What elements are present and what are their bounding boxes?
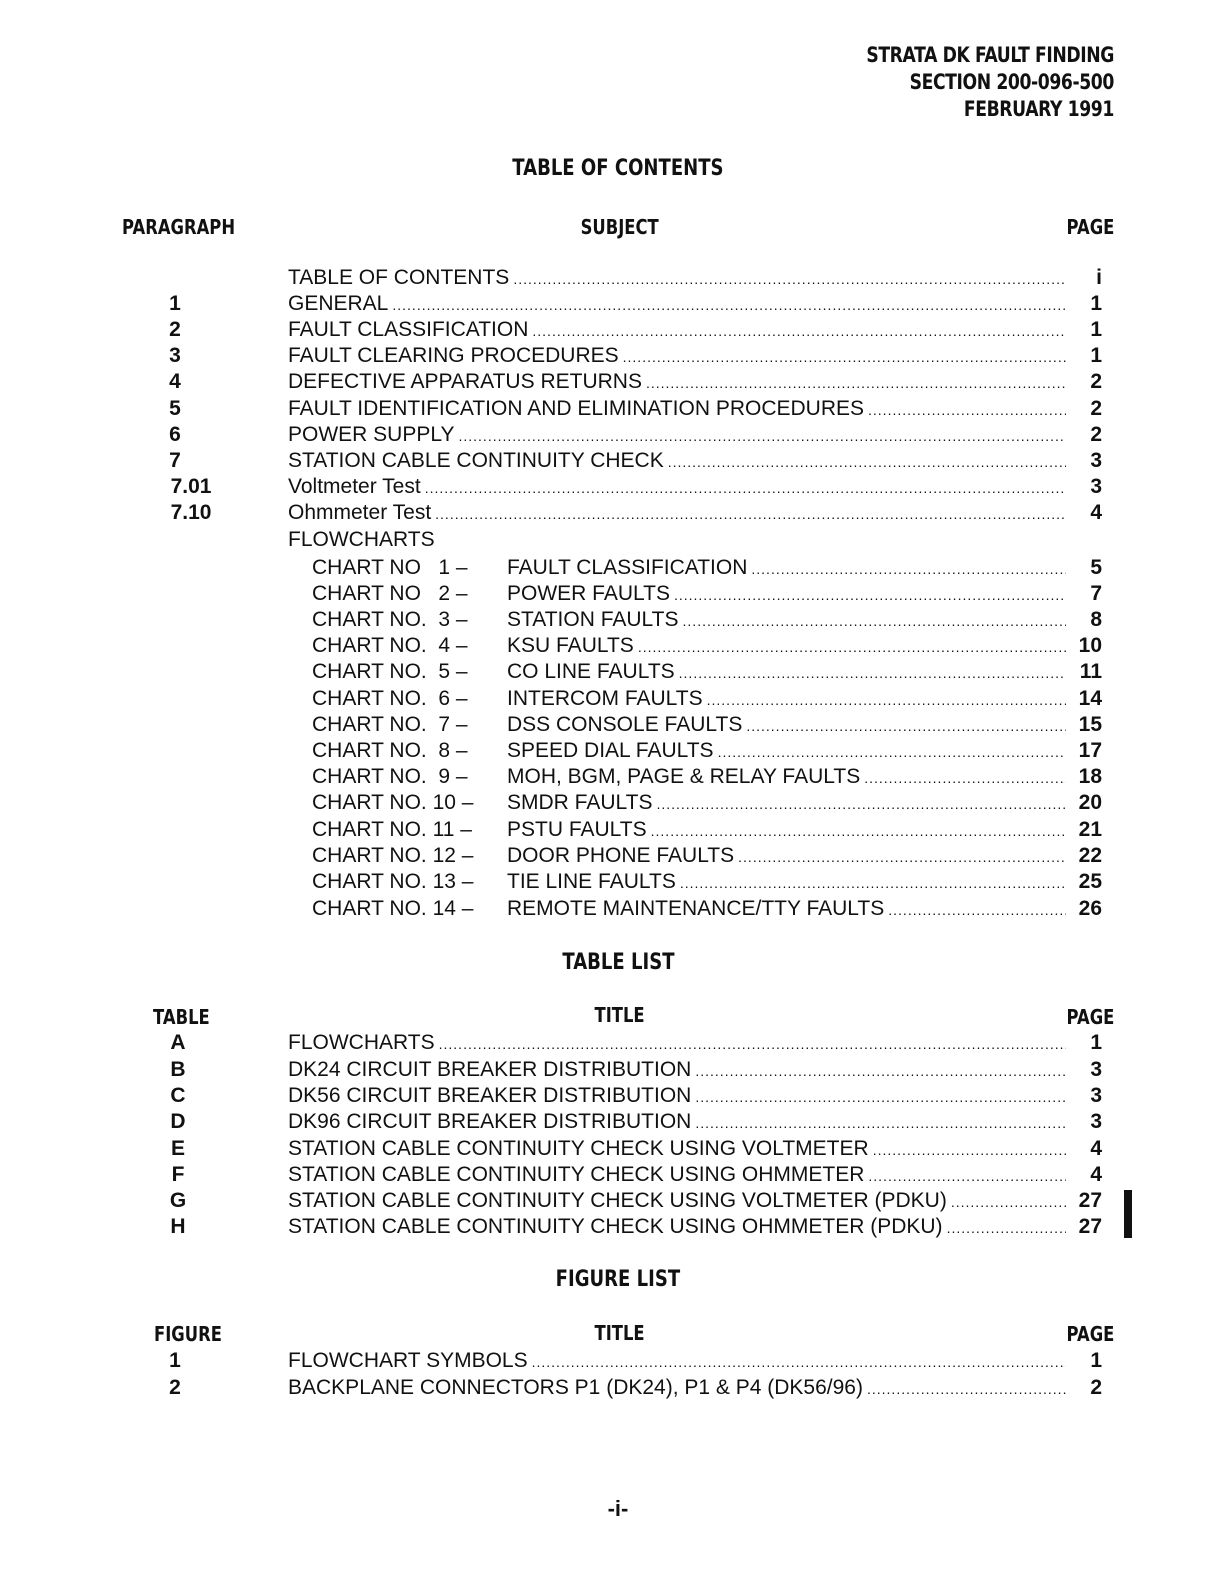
- chart-label: CHART NO 1 –: [312, 556, 468, 579]
- figure-list-text: FLOWCHART SYMBOLS: [288, 1349, 528, 1372]
- chart-text: INTERCOM FAULTS: [507, 687, 703, 710]
- table-list-text: DK24 CIRCUIT BREAKER DISTRIBUTION: [288, 1058, 692, 1081]
- chart-text: SMDR FAULTS: [507, 791, 653, 814]
- figure-list-num: 1: [169, 1349, 181, 1372]
- chart-entry: [507, 581, 1070, 608]
- leader-dots: [947, 1215, 1066, 1241]
- chart-entry: [507, 790, 1070, 817]
- toc-row-page: 2: [1090, 423, 1102, 446]
- toc-row-num: 4: [169, 370, 181, 393]
- table-list-entry: [288, 1162, 1070, 1189]
- chart-entry: [507, 712, 1070, 739]
- table-list-text: STATION CABLE CONTINUITY CHECK USING VOLTMETER: [288, 1137, 869, 1160]
- leader-dots: [638, 634, 1066, 660]
- figure-list-col-title: TITLE: [594, 1321, 646, 1345]
- chart-text: KSU FAULTS: [507, 634, 634, 657]
- chart-row: [0, 581, 1224, 607]
- toc-row: [0, 474, 1224, 500]
- chart-page: 22: [1078, 844, 1102, 867]
- table-list-num: A: [170, 1031, 186, 1054]
- toc-col-subject: SUBJECT: [580, 215, 660, 239]
- toc-row-num: 7: [169, 449, 181, 472]
- chart-text: SPEED DIAL FAULTS: [507, 739, 714, 762]
- toc-row: [0, 369, 1224, 395]
- toc-row-text: FAULT CLEARING PROCEDURES: [288, 344, 619, 367]
- leader-dots: [623, 344, 1066, 370]
- chart-entry: [507, 659, 1070, 686]
- toc-row-num: 5: [169, 397, 181, 420]
- toc-row: [0, 422, 1224, 448]
- chart-row: [0, 896, 1224, 922]
- chart-row: [0, 738, 1224, 764]
- chart-page: 17: [1078, 739, 1102, 762]
- leader-dots: [695, 1110, 1066, 1136]
- figure-list-entry: [288, 1375, 1070, 1402]
- table-list-title: TABLE LIST: [561, 950, 675, 975]
- toc-row-entry: [288, 291, 1070, 318]
- table-list-num: E: [170, 1137, 185, 1160]
- chart-page: 5: [1090, 556, 1102, 579]
- toc-title: TABLE OF CONTENTS: [512, 156, 724, 181]
- leader-dots: [738, 844, 1066, 870]
- chart-row: [0, 686, 1224, 712]
- table-list-row: [0, 1188, 1224, 1214]
- toc-row-num: 2: [169, 318, 181, 341]
- toc-row-text: POWER SUPPLY: [288, 423, 455, 446]
- leader-dots: [951, 1189, 1066, 1215]
- table-list-text: DK56 CIRCUIT BREAKER DISTRIBUTION: [288, 1084, 692, 1107]
- leader-dots: [867, 1376, 1066, 1402]
- chart-row: [0, 869, 1224, 895]
- toc-row-num: 7.01: [170, 475, 212, 498]
- chart-label: CHART NO. 13 –: [312, 870, 474, 893]
- leader-dots: [425, 475, 1066, 501]
- toc-row-page: 4: [1090, 501, 1102, 524]
- chart-entry: [507, 869, 1070, 896]
- chart-row: [0, 817, 1224, 843]
- chart-text: DOOR PHONE FAULTS: [507, 844, 735, 867]
- chart-label: CHART NO. 6 –: [312, 687, 468, 710]
- leader-dots: [532, 318, 1066, 344]
- toc-row-entry: [288, 396, 1070, 423]
- chart-entry: [507, 555, 1070, 582]
- table-list-row: [0, 1109, 1224, 1135]
- chart-label: CHART NO. 14 –: [312, 897, 474, 920]
- chart-label: CHART NO. 4 –: [312, 634, 468, 657]
- chart-page: 15: [1078, 713, 1102, 736]
- table-list-text: STATION CABLE CONTINUITY CHECK USING OHMMETER: [288, 1163, 865, 1186]
- toc-row-text: FAULT IDENTIFICATION AND ELIMINATION PROCEDURES: [288, 397, 865, 420]
- toc-row-page: 1: [1090, 318, 1102, 341]
- toc-row-text: DEFECTIVE APPARATUS RETURNS: [288, 370, 642, 393]
- toc-row-entry: [288, 474, 1070, 501]
- chart-label: CHART NO. 11 –: [312, 818, 472, 841]
- toc-row-num: 7.10: [170, 501, 212, 524]
- figure-list-col-figure: FIGURE: [154, 1322, 222, 1346]
- chart-text: MOH, BGM, PAGE & RELAY FAULTS: [507, 765, 861, 788]
- table-list-col-title: TITLE: [594, 1003, 646, 1027]
- table-list-row: [0, 1214, 1224, 1240]
- figure-list-page: 1: [1090, 1349, 1102, 1372]
- table-list-page: 4: [1090, 1137, 1102, 1160]
- table-list-entry: [288, 1109, 1070, 1136]
- leader-dots: [435, 501, 1066, 527]
- toc-row-entry: [288, 317, 1070, 344]
- revision-change-bar: [1124, 1190, 1132, 1238]
- table-list-entry: [288, 1083, 1070, 1110]
- chart-label: CHART NO. 9 –: [312, 765, 468, 788]
- figure-list-num: 2: [169, 1376, 181, 1399]
- table-list-page: 3: [1090, 1084, 1102, 1107]
- chart-text: STATION FAULTS: [507, 608, 679, 631]
- leader-dots: [532, 1349, 1066, 1375]
- table-list-num: C: [170, 1084, 186, 1107]
- table-list-page: 3: [1090, 1110, 1102, 1133]
- table-list-row: [0, 1162, 1224, 1188]
- toc-row-entry: [288, 369, 1070, 396]
- leader-dots: [458, 423, 1066, 449]
- table-list-num: D: [170, 1110, 186, 1133]
- table-list-entry: [288, 1057, 1070, 1084]
- chart-text: CO LINE FAULTS: [507, 660, 675, 683]
- toc-row: [0, 317, 1224, 343]
- toc-row-page: 1: [1090, 292, 1102, 315]
- toc-row-text: STATION CABLE CONTINUITY CHECK: [288, 449, 664, 472]
- chart-entry: [507, 896, 1070, 923]
- leader-dots: [679, 660, 1066, 686]
- table-list-row: [0, 1030, 1224, 1056]
- chart-label: CHART NO. 8 –: [312, 739, 468, 762]
- toc-row-page: 2: [1090, 397, 1102, 420]
- leader-dots: [656, 791, 1066, 817]
- chart-page: 7: [1090, 582, 1102, 605]
- chart-page: 26: [1078, 897, 1102, 920]
- chart-label: CHART NO. 7 –: [312, 713, 468, 736]
- chart-row: [0, 633, 1224, 659]
- chart-label: CHART NO. 12 –: [312, 844, 474, 867]
- toc-row-text: Ohmmeter Test: [288, 501, 432, 524]
- page-number: -i-: [607, 1496, 629, 1521]
- leader-dots: [746, 713, 1066, 739]
- leader-dots: [707, 687, 1066, 713]
- figure-list-entry: [288, 1348, 1070, 1375]
- table-list-entry: [288, 1030, 1070, 1057]
- table-list-row: [0, 1136, 1224, 1162]
- toc-col-paragraph: PARAGRAPH: [122, 215, 236, 239]
- chart-row: [0, 659, 1224, 685]
- toc-row-page: 3: [1090, 475, 1102, 498]
- chart-entry: [507, 607, 1070, 634]
- chart-row: [0, 790, 1224, 816]
- chart-entry: [507, 764, 1070, 791]
- chart-text: DSS CONSOLE FAULTS: [507, 713, 743, 736]
- leader-dots: [683, 608, 1066, 634]
- table-list-page: 1: [1090, 1031, 1102, 1054]
- figure-list-title: FIGURE LIST: [555, 1267, 681, 1292]
- table-list-col-table: TABLE: [153, 1005, 210, 1029]
- leader-dots: [864, 765, 1066, 791]
- leader-dots: [439, 1031, 1066, 1057]
- chart-page: 10: [1078, 634, 1102, 657]
- chart-row: [0, 555, 1224, 581]
- toc-row: [0, 265, 1224, 291]
- leader-dots: [695, 1084, 1066, 1110]
- chart-page: 25: [1078, 870, 1102, 893]
- toc-col-page: PAGE: [1066, 215, 1114, 239]
- chart-row: [0, 764, 1224, 790]
- table-list-page: 27: [1078, 1189, 1102, 1212]
- leader-dots: [695, 1058, 1066, 1084]
- table-list-text: DK96 CIRCUIT BREAKER DISTRIBUTION: [288, 1110, 692, 1133]
- toc-row-page: 1: [1090, 344, 1102, 367]
- leader-dots: [646, 370, 1066, 396]
- toc-row-entry: [288, 265, 1070, 292]
- chart-label: CHART NO. 5 –: [312, 660, 468, 683]
- header-title: STRATA DK FAULT FINDING: [866, 43, 1114, 67]
- leader-dots: [392, 292, 1066, 318]
- figure-list-text: BACKPLANE CONNECTORS P1 (DK24), P1 & P4 (DK56/96): [288, 1376, 863, 1399]
- toc-row: [0, 343, 1224, 369]
- toc-row: [0, 396, 1224, 422]
- chart-page: 20: [1078, 791, 1102, 814]
- toc-row-text: TABLE OF CONTENTS: [288, 266, 510, 289]
- flowcharts-label: FLOWCHARTS: [288, 528, 435, 551]
- leader-dots: [513, 266, 1066, 292]
- table-list-num: B: [170, 1058, 186, 1081]
- figure-list-page: 2: [1090, 1376, 1102, 1399]
- chart-label: CHART NO. 10 –: [312, 791, 474, 814]
- leader-dots: [868, 397, 1066, 423]
- toc-row-entry: [288, 448, 1070, 475]
- chart-page: 11: [1079, 660, 1102, 683]
- leader-dots: [674, 582, 1066, 608]
- chart-text: PSTU FAULTS: [507, 818, 647, 841]
- leader-dots: [668, 449, 1066, 475]
- table-list-entry: [288, 1188, 1070, 1215]
- table-list-num: G: [169, 1189, 187, 1212]
- toc-row: [0, 448, 1224, 474]
- toc-row-text: GENERAL: [288, 292, 389, 315]
- chart-entry: [507, 633, 1070, 660]
- table-list-col-page: PAGE: [1066, 1005, 1114, 1029]
- toc-row-num: 1: [169, 292, 181, 315]
- leader-dots: [868, 1163, 1066, 1189]
- table-list-num: F: [171, 1163, 185, 1186]
- table-list-row: [0, 1083, 1224, 1109]
- chart-entry: [507, 686, 1070, 713]
- chart-page: 14: [1078, 687, 1102, 710]
- table-list-text: FLOWCHARTS: [288, 1031, 435, 1054]
- chart-label: CHART NO. 3 –: [312, 608, 468, 631]
- toc-row-entry: [288, 500, 1070, 527]
- header-section: SECTION 200-096-500: [909, 70, 1114, 94]
- table-list-row: [0, 1057, 1224, 1083]
- chart-entry: [507, 738, 1070, 765]
- chart-row: [0, 712, 1224, 738]
- table-list-entry: [288, 1136, 1070, 1163]
- chart-page: 8: [1090, 608, 1102, 631]
- chart-label: CHART NO 2 –: [312, 582, 468, 605]
- toc-row-num: 3: [169, 344, 181, 367]
- table-list-page: 3: [1090, 1058, 1102, 1081]
- table-list-page: 4: [1090, 1163, 1102, 1186]
- toc-row-text: FAULT CLASSIFICATION: [288, 318, 529, 341]
- chart-text: TIE LINE FAULTS: [507, 870, 676, 893]
- table-list-page: 27: [1078, 1215, 1102, 1238]
- toc-flowcharts-row: [0, 527, 1224, 553]
- leader-dots: [873, 1137, 1066, 1163]
- chart-text: FAULT CLASSIFICATION: [507, 556, 748, 579]
- chart-text: POWER FAULTS: [507, 582, 670, 605]
- table-list-num: H: [170, 1215, 186, 1238]
- leader-dots: [651, 818, 1066, 844]
- chart-entry: [507, 843, 1070, 870]
- figure-list-row: [0, 1348, 1224, 1374]
- leader-dots: [718, 739, 1066, 765]
- figure-list-row: [0, 1375, 1224, 1401]
- toc-row-page: 3: [1090, 449, 1102, 472]
- document-header: [812, 42, 1114, 123]
- header-date: FEBRUARY 1991: [963, 97, 1114, 121]
- leader-dots: [751, 556, 1066, 582]
- toc-row-entry: [288, 422, 1070, 449]
- toc-row-text: Voltmeter Test: [288, 475, 421, 498]
- leader-dots: [680, 870, 1066, 896]
- figure-list-col-page: PAGE: [1066, 1322, 1114, 1346]
- chart-row: [0, 843, 1224, 869]
- toc-row-num: 6: [169, 423, 181, 446]
- table-list-text: STATION CABLE CONTINUITY CHECK USING OHMMETER (PDKU): [288, 1215, 943, 1238]
- leader-dots: [888, 897, 1066, 923]
- chart-page: 21: [1078, 818, 1102, 841]
- toc-row-page: i: [1096, 266, 1102, 289]
- chart-row: [0, 607, 1224, 633]
- table-list-text: STATION CABLE CONTINUITY CHECK USING VOLTMETER (PDKU): [288, 1189, 947, 1212]
- toc-row-entry: [288, 343, 1070, 370]
- chart-text: REMOTE MAINTENANCE/TTY FAULTS: [507, 897, 885, 920]
- chart-entry: [507, 817, 1070, 844]
- toc-row-page: 2: [1090, 370, 1102, 393]
- toc-row: [0, 291, 1224, 317]
- chart-page: 18: [1078, 765, 1102, 788]
- table-list-entry: [288, 1214, 1070, 1241]
- toc-row: [0, 500, 1224, 526]
